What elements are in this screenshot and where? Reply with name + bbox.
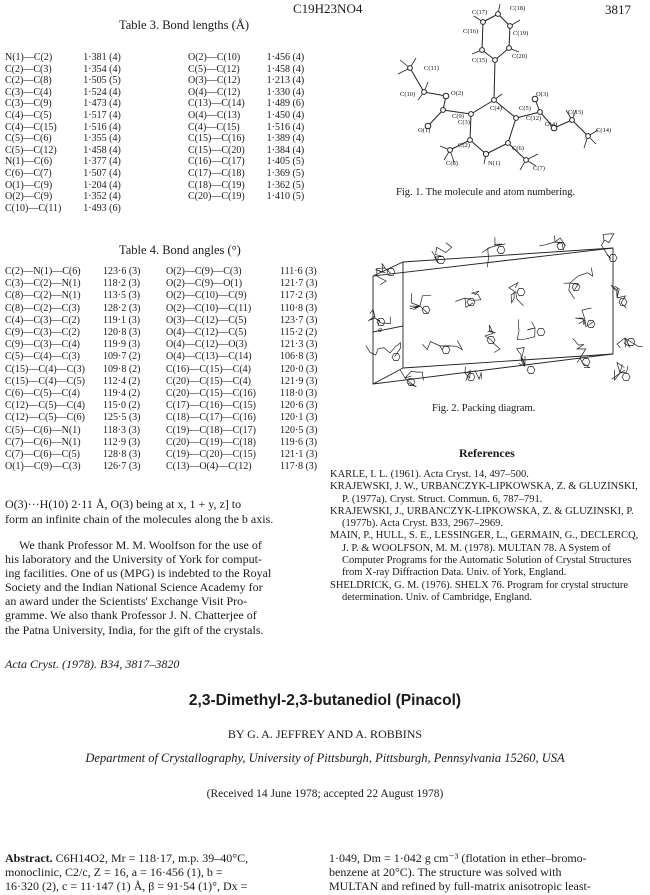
table-row — [5, 87, 121, 99]
table-row — [5, 461, 141, 473]
atom-label: O(3) — [536, 91, 549, 98]
bond-label: C(20)—C(19) — [188, 191, 245, 203]
bond-label: C(15)—C(4)—C(3) — [5, 363, 85, 375]
abstract-line-5: benzene at 20°C). The structure was solved with — [329, 865, 562, 879]
bond-label: O(4)—C(13)—C(14) — [166, 351, 252, 363]
table-row — [166, 290, 318, 302]
bond-label: O(4)—C(13) — [188, 109, 241, 121]
atom-label: C(14) — [596, 127, 612, 134]
bond-label: C(12)—C(5)—C(4) — [5, 400, 85, 412]
packed-ring — [587, 321, 595, 328]
figure-2-packing-diagram — [345, 228, 645, 398]
bond-label: C(13)—C(14) — [188, 98, 245, 110]
table4-left — [5, 266, 141, 473]
bond-value: 109·8 (2) — [103, 363, 141, 375]
bond-label: C(10)—C(11) — [5, 202, 62, 214]
bond-value: 119·9 (3) — [103, 339, 141, 351]
bond-label: C(9)—C(3)—C(2) — [5, 327, 80, 339]
bond-label: O(2)—C(10)—C(9) — [166, 290, 247, 302]
packed-molecule — [517, 348, 525, 367]
bond-value: 1·524 (4) — [83, 86, 121, 98]
bond-value: 1·458 (4) — [266, 63, 305, 75]
bond-value: 1·389 (4) — [266, 133, 305, 145]
article-affiliation: Department of Crystallography, University of Pittsburgh, Pittsburgh, Pennsylvania 15260, USA — [85, 751, 565, 765]
table-row — [5, 266, 141, 278]
bond-label: C(12)—C(5)—C(6) — [5, 412, 85, 424]
packed-molecule — [575, 308, 593, 327]
table-row — [166, 278, 318, 290]
packed-ring — [517, 289, 525, 296]
bond-label: C(5)—C(6)—N(1) — [5, 424, 81, 436]
table-row — [188, 168, 304, 180]
bond-label: C(19)—C(20)—C(15) — [166, 449, 256, 461]
table4-caption: Table 4. Bond angles (°) — [119, 243, 241, 257]
table-row — [5, 315, 141, 327]
table-row — [5, 191, 121, 203]
packed-molecule — [485, 325, 500, 353]
table-row — [166, 315, 318, 327]
table3-left — [5, 52, 121, 214]
bond-value: 1·516 (4) — [83, 121, 121, 133]
reference-item: KARLE, I. L. (1961). Acta Cryst. 14, 497–500. — [330, 469, 529, 480]
atom-label: C(10) — [400, 91, 416, 98]
bond-label: C(3)—C(9) — [5, 98, 52, 110]
bond-label: C(9)—C(3)—C(4) — [5, 339, 80, 351]
table-row — [188, 75, 304, 87]
table-row — [166, 364, 318, 376]
bond-label: C(4)—C(15) — [5, 121, 57, 133]
bond-value: 1·516 (4) — [266, 121, 305, 133]
table-row — [188, 133, 304, 145]
table-row — [5, 133, 121, 145]
atom-label: C(11) — [424, 65, 439, 72]
bond-label: N(1)—C(6) — [5, 156, 53, 168]
table3-caption: Table 3. Bond lengths (Å) — [119, 18, 250, 32]
atom-label: C(4) — [490, 105, 502, 112]
table-row — [5, 156, 121, 168]
bond-label: O(2)—C(10) — [188, 52, 241, 63]
bond-value: 1·505 (5) — [83, 75, 121, 87]
bond-value: 115·2 (2) — [280, 327, 318, 339]
packed-molecule — [573, 338, 590, 367]
table-row — [5, 75, 121, 87]
bond-value: 115·0 (2) — [103, 400, 141, 412]
hbond-line-2: form an infinite chain of the molecules along the b axis. — [5, 512, 274, 526]
bond-value: 1·384 (4) — [266, 144, 305, 156]
table-row — [188, 180, 304, 192]
acknowledgement-line: an award under the Scientists' Exchange Visit Pro- — [5, 594, 248, 609]
atom-label: O(4) — [545, 121, 558, 128]
bond-value: 118·2 (3) — [103, 278, 141, 290]
bond-label: C(13)—O(4)—C(12) — [166, 461, 252, 473]
bond-value: 118·3 (3) — [103, 424, 141, 436]
table-row — [166, 303, 318, 315]
table-row — [5, 290, 141, 302]
bond-value: 1·405 (5) — [266, 156, 305, 168]
table-row — [5, 110, 121, 122]
table-row — [166, 449, 318, 461]
bond-value: 120·1 (3) — [280, 412, 318, 424]
table-row — [5, 339, 141, 351]
bond-value: 113·5 (3) — [103, 290, 141, 302]
packed-molecule — [455, 291, 481, 307]
bond-value: 1·456 (4) — [266, 52, 305, 63]
table-row — [166, 437, 318, 449]
bond-label: N(1)—C(2) — [5, 52, 53, 63]
bond-label: O(1)—C(9)—C(3) — [5, 461, 81, 473]
table-row — [166, 339, 318, 351]
atom-label: C(13) — [568, 109, 584, 116]
table-row — [188, 64, 304, 76]
atom-label: C(6) — [512, 145, 524, 152]
bond-label: C(7)—C(6)—N(1) — [5, 436, 81, 448]
packed-ring — [497, 247, 505, 254]
reference-item: SHELDRICK, G. M. (1976). SHELX 76. Program for crystal structure determination. Univ. of Cambridge, England. — [330, 579, 629, 603]
table-row — [5, 351, 141, 363]
acknowledgement — [5, 538, 325, 637]
abstract-right — [329, 851, 647, 893]
bond-label: O(4)—C(12)—C(5) — [166, 327, 247, 339]
bond-value: 119·4 (2) — [103, 388, 141, 400]
bond-label: O(2)—C(9)—O(1) — [166, 278, 243, 290]
packed-ring — [527, 367, 535, 374]
bond-value: 120·5 (3) — [280, 424, 318, 436]
table-row — [5, 303, 141, 315]
bond-value: 112·4 (2) — [103, 375, 141, 387]
bond-value: 1·517 (4) — [83, 109, 121, 121]
bond-label: C(3)—C(2)—N(1) — [5, 278, 81, 290]
table-row — [5, 400, 141, 412]
packed-ring — [422, 307, 430, 314]
article-received: (Received 14 June 1978; accepted 22 August 1978) — [206, 788, 444, 800]
bond-value: 1·473 (4) — [83, 98, 121, 110]
packed-molecule — [509, 283, 524, 306]
hbond-text — [5, 497, 325, 527]
bond-label: C(17)—C(18) — [188, 167, 245, 179]
table-row — [5, 145, 121, 157]
table-row — [5, 278, 141, 290]
bond-value: 126·7 (3) — [103, 461, 141, 473]
bond-value: 1·381 (4) — [83, 52, 121, 63]
bond-value: 121·7 (3) — [280, 278, 318, 290]
bond-value: 112·9 (3) — [103, 436, 141, 448]
bond-label: C(18)—C(17)—C(16) — [166, 412, 256, 424]
packed-molecule — [410, 293, 432, 313]
table-row — [5, 64, 121, 76]
bond-label: C(20)—C(15)—C(4) — [166, 375, 251, 387]
bond-label: C(15)—C(20) — [188, 144, 245, 156]
bond-label: C(8)—C(2)—C(3) — [5, 302, 80, 314]
bond-value: 1·458 (4) — [83, 144, 121, 156]
abstract-line-3: 16·320 (2), c = 11·147 (1) Å, β = 91·54 (1)°, Dx = — [5, 879, 248, 893]
packed-molecule — [612, 363, 628, 381]
bond-label: C(4)—C(5) — [5, 109, 52, 121]
bond-value: 1·355 (4) — [83, 133, 121, 145]
atom-label: O(1) — [418, 127, 431, 134]
table-row — [166, 266, 318, 278]
packed-molecule — [517, 319, 535, 339]
bond-label: O(2)—C(9) — [5, 191, 53, 203]
table-row — [188, 98, 304, 110]
packing-axis-label: a — [378, 325, 382, 334]
atom-label: O(2) — [451, 90, 464, 97]
abstract-line-1: C6H14O2, Mr = 118·17, m.p. 39–40°C, — [55, 851, 249, 865]
acknowledgement-line: the Patna University, India, for the gift of the crystals. — [5, 622, 264, 637]
bond-label: O(1)—C(9) — [5, 179, 53, 191]
bond-label: O(2)—C(10)—C(11) — [166, 302, 252, 314]
table-row — [5, 425, 141, 437]
table-row — [5, 168, 121, 180]
table-row — [5, 52, 121, 64]
bond-label: C(20)—C(19)—C(18) — [166, 436, 256, 448]
bond-value: 117·8 (3) — [280, 461, 318, 473]
bond-label: C(15)—C(4)—C(5) — [5, 375, 85, 387]
table-row — [5, 203, 121, 215]
table-row — [188, 145, 304, 157]
bond-label: O(2)—C(9)—C(3) — [166, 266, 242, 277]
table-row — [166, 412, 318, 424]
bond-value: 1·493 (6) — [83, 202, 121, 214]
bond-value: 128·2 (3) — [103, 302, 141, 314]
bond-label: C(2)—C(3) — [5, 63, 52, 75]
table3-right — [188, 52, 304, 203]
figure-2-caption: Fig. 2. Packing diagram. — [432, 403, 536, 414]
atom-label: C(17) — [472, 9, 488, 16]
bond-value: 117·2 (3) — [280, 290, 318, 302]
table-row — [188, 191, 304, 203]
packed-ring — [442, 347, 450, 354]
bond-value: 1·213 (4) — [266, 75, 305, 87]
references-heading: References — [459, 446, 515, 460]
bond-label: C(5)—C(12) — [5, 144, 57, 156]
bond-label: C(15)—C(16) — [188, 133, 245, 145]
atom-label: C(12) — [526, 115, 542, 122]
packed-ring — [582, 359, 590, 366]
bond-label: C(5)—C(12) — [188, 63, 240, 75]
bond-label: C(4)—C(15) — [188, 121, 240, 133]
atom-label: C(8) — [446, 160, 458, 167]
table-row — [5, 98, 121, 110]
table-row — [5, 122, 121, 134]
bond-label: C(19)—C(18)—C(17) — [166, 424, 256, 436]
abstract-left — [5, 851, 323, 893]
bond-label: C(17)—C(16)—C(15) — [166, 400, 256, 412]
bond-value: 119·1 (3) — [103, 314, 141, 326]
bond-value: 120·0 (3) — [280, 363, 318, 375]
acknowledgement-line: We thank Professor M. M. Woolfson for the use of — [19, 538, 262, 552]
bond-value: 1·489 (6) — [266, 98, 305, 110]
bond-label: C(2)—C(8) — [5, 75, 52, 87]
bond-label: C(6)—C(5)—C(4) — [5, 388, 80, 400]
bond-value: 1·204 (4) — [83, 179, 121, 191]
packed-ring — [467, 374, 475, 381]
table-row — [188, 110, 304, 122]
bond-value: 128·8 (3) — [103, 449, 141, 461]
table-row — [5, 327, 141, 339]
bond-value: 1·377 (4) — [83, 156, 121, 168]
abstract-line-4: 1·049, Dm = 1·042 g cm⁻³ (flotation in ether–bromo- — [329, 851, 587, 865]
bond-value: 109·7 (2) — [103, 351, 141, 363]
atom-label: N(1) — [488, 160, 501, 167]
bond-value: 1·330 (4) — [266, 86, 305, 98]
packed-molecule — [368, 309, 390, 325]
bond-value: 1·362 (5) — [266, 179, 305, 191]
table-row — [188, 87, 304, 99]
table-row — [166, 400, 318, 412]
bond-value: 123·7 (3) — [280, 314, 318, 326]
abstract-line-2: monoclinic, C2/c, Z = 16, a = 16·456 (1), b = — [5, 865, 223, 879]
table4-right — [166, 266, 318, 473]
bond-label: O(4)—C(12) — [188, 86, 241, 98]
bond-label: C(2)—N(1)—C(6) — [5, 266, 81, 277]
atom-label: C(20) — [512, 53, 528, 60]
article-authors: BY G. A. JEFFREY AND A. ROBBINS — [227, 727, 423, 741]
bond-label: O(3)—C(12) — [188, 75, 241, 87]
bond-label: O(4)—C(12)—O(3) — [166, 339, 248, 351]
atom-label: C(9) — [452, 113, 464, 120]
table-row — [5, 412, 141, 424]
atom-label: C(3) — [458, 119, 470, 126]
references-list — [330, 469, 644, 604]
bond-value: 111·6 (3) — [280, 266, 317, 277]
packed-molecule — [366, 343, 401, 357]
hbond-line-1: O(3)···H(10) 2·11 Å, O(3) being at x, 1 + y, z] to — [5, 497, 242, 511]
atom-label: C(18) — [510, 5, 526, 12]
bond-value: 121·1 (3) — [280, 449, 318, 461]
bond-label: C(6)—C(7) — [5, 167, 52, 179]
bond-label: O(3)—C(12)—C(5) — [166, 314, 247, 326]
running-header-formula: C19H23NO4 — [293, 1, 363, 16]
packed-ring — [537, 329, 545, 336]
table-row — [5, 437, 141, 449]
bond-value: 118·0 (3) — [280, 388, 318, 400]
bond-value: 106·8 (3) — [280, 351, 318, 363]
bond-label: C(5)—C(4)—C(3) — [5, 351, 80, 363]
atom-label: C(19) — [513, 30, 529, 37]
bond-value: 121·9 (3) — [280, 375, 318, 387]
bond-label: C(20)—C(15)—C(16) — [166, 388, 256, 400]
atom-label: C(16) — [463, 28, 479, 35]
bond-value: 120·8 (3) — [103, 327, 141, 339]
packed-molecule — [617, 338, 643, 348]
table-row — [5, 449, 141, 461]
reference-item: MAIN, P., HULL, S. E., LESSINGER, L., GERMAIN, G., DECLERCQ, J. P. & WOOLFSON, M. M. (1978). MULTAN 78. A System of Computer Programs for the Automatic Solution of Crystal Structures from X-ray Diffraction Data. Univ. of York, England. — [330, 530, 639, 579]
bond-label: C(3)—C(4) — [5, 86, 52, 98]
bond-label: C(5)—C(6) — [5, 133, 52, 145]
reference-item: KRAJEWSKI, J. W., URBANCZYK-LIPKOWSKA, Z. & GLUZINSKI, P. (1977a). Cryst. Struct. Commun. 6, 787–791. — [330, 481, 638, 505]
acknowledgement-line: his laboratory and the University of York for comput- — [5, 552, 262, 567]
atom-label: C(7) — [533, 165, 545, 172]
table-row — [188, 122, 304, 134]
bond-value: 123·6 (3) — [103, 266, 141, 277]
abstract-line-6: MULTAN and refined by full-matrix anisotropic least- — [329, 879, 591, 893]
atom-label: C(15) — [472, 57, 488, 64]
article-citation: Acta Cryst. (1978). B34, 3817–3820 — [5, 657, 180, 671]
bond-label: C(16)—C(17) — [188, 156, 245, 168]
article-title: 2,3-Dimethyl-2,3-butanediol (Pinacol) — [188, 692, 462, 709]
bond-value: 121·3 (3) — [280, 339, 318, 351]
table-row — [188, 156, 304, 168]
atom-label: C(5) — [519, 105, 531, 112]
page-number: 3817 — [605, 2, 631, 17]
abstract-label: Abstract. — [5, 851, 53, 865]
bond-value: 1·352 (4) — [83, 191, 121, 203]
table-row — [166, 461, 318, 473]
packed-ring — [622, 374, 630, 381]
bond-label: C(16)—C(15)—C(4) — [166, 363, 251, 375]
acknowledgement-line: gramme. We also thank Professor J. N. Chatterjee of — [5, 608, 257, 623]
table-row — [5, 388, 141, 400]
table-row — [166, 351, 318, 363]
table-row — [188, 52, 304, 64]
bond-label: C(8)—C(2)—N(1) — [5, 290, 81, 302]
table-row — [166, 376, 318, 388]
bond-value: 119·6 (3) — [280, 436, 318, 448]
figure-1-caption: Fig. 1. The molecule and atom numbering. — [396, 187, 576, 198]
table-row — [166, 327, 318, 339]
atom-label: C(2) — [458, 142, 470, 149]
bond-value: 1·507 (4) — [83, 167, 121, 179]
bond-value: 1·369 (5) — [266, 167, 305, 179]
bond-label: C(18)—C(19) — [188, 179, 245, 191]
bond-label: C(7)—C(6)—C(5) — [5, 449, 80, 461]
figure-1-molecule — [388, 0, 650, 180]
bond-value: 110·8 (3) — [280, 302, 318, 314]
packed-ring — [557, 243, 565, 250]
table-row — [5, 376, 141, 388]
bond-value: 1·354 (4) — [83, 63, 121, 75]
table-row — [166, 388, 318, 400]
acknowledgement-line: Society and the Indian National Science Academy for — [5, 580, 263, 595]
acknowledgement-line: ing facilities. One of us (MPG) is indebted to the Royal — [5, 566, 272, 581]
table-row — [5, 180, 121, 192]
bond-value: 120·6 (3) — [280, 400, 318, 412]
reference-item: KRAJEWSKI, J., URBANCZYK-LIPKOWSKA, Z. & GLUZINSKI, P. (1977b). Acta Cryst. B33, 2967–2969. — [330, 505, 634, 530]
table-row — [5, 364, 141, 376]
table-row — [166, 425, 318, 437]
bond-value: 1·410 (5) — [266, 191, 305, 203]
bond-value: 1·450 (4) — [266, 109, 305, 121]
bond-value: 125·5 (3) — [103, 412, 141, 424]
packed-ring — [387, 269, 395, 276]
bond-label: C(4)—C(3)—C(2) — [5, 314, 80, 326]
